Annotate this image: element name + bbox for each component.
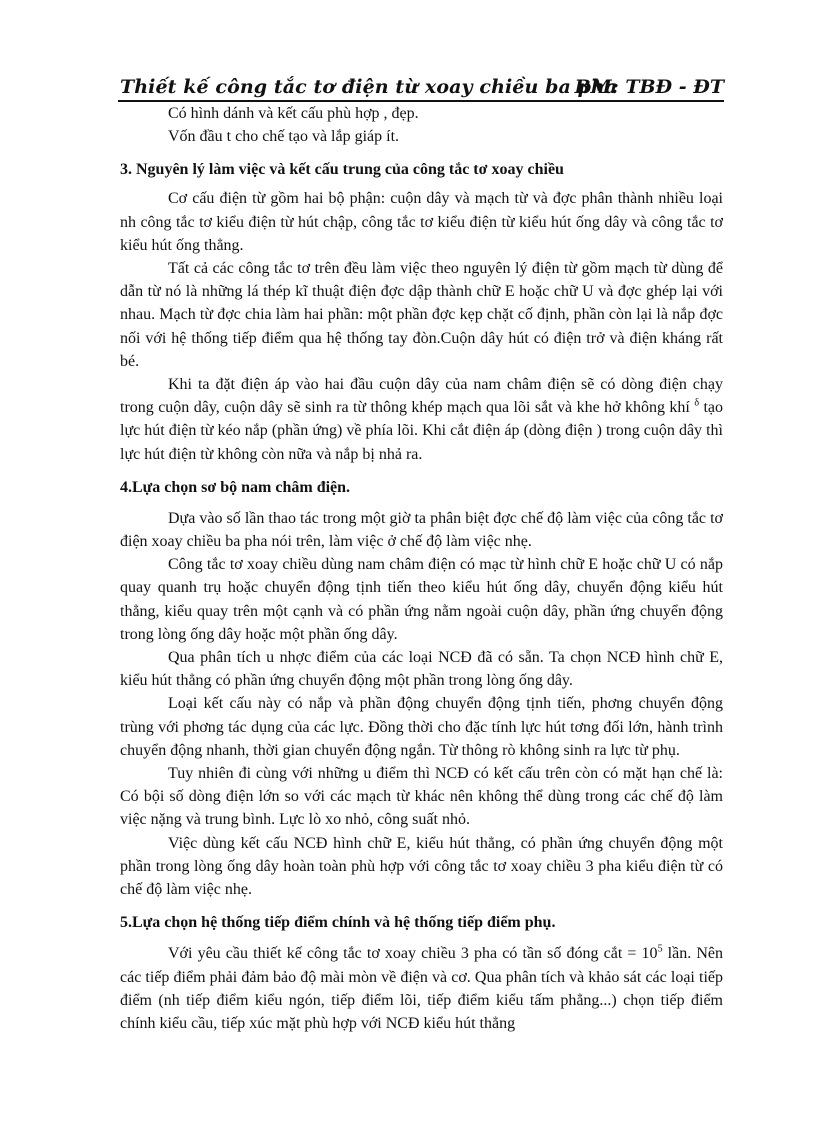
section-4-paragraph: Dựa vào số lần thao tác trong một giờ ta phân biệt đợc chế độ làm việc của công tắc tơ điện xoay chiều ba pha nói trên, làm việc ở chế độ làm việc nhẹ.: [120, 509, 723, 551]
section-4-heading: 4.Lựa chọn sơ bộ nam châm điện.: [120, 478, 351, 496]
text-run: lần. Nên các tiếp điểm phải đảm bảo độ mài mòn về điện và cơ. Qua phân tích và khảo sát các loại tiếp điểm (nh tiếp điểm kiểu ngón, tiếp điểm lõi, tiếp điểm kiểu tấm phẳng...) chọn tiếp điểm chính kiểu cầu, tiếp xúc mặt phù hợp với NCĐ kiểu hút thẳng: [120, 945, 724, 1032]
text-run: Khi ta đặt điện áp vào hai đầu cuộn dây của nam châm điện sẽ có dòng điện chạy trong cuộn dây, cuộn dây sẽ sinh ra từ thông khép mạch qua lõi sắt và khe hở không khí: [120, 376, 723, 417]
header-title: Thiết kế công tắc tơ điện từ xoay chiều ba pha: [120, 76, 618, 98]
intro-line-1: Có hình dánh và kết cấu phù hợp , đẹp.: [168, 105, 419, 122]
section-3-paragraph: Tất cả các công tắc tơ trên đều làm việc theo nguyên lý điện từ gồm mạch từ dùng để dẫn từ nó là những lá thép kĩ thuật điện đợc dập thành chữ E hoặc chữ U và đợc ghép lại với nhau. Mạch từ đợc chia làm hai phần: một phần đợc kẹp chặt cố định, phần còn lại là nắp đợc nối với hệ thống tiếp điểm qua hệ thống tay đòn.Cuộn dây hút có điện trở và điện kháng rất bé.: [120, 260, 723, 370]
superscript: 5: [657, 943, 663, 955]
section-4-paragraph: Qua phân tích u nhợc điểm của các loại NCĐ đã có sẵn. Ta chọn NCĐ hình chữ E, kiểu hút thẳng có phần ứng chuyển động một phần trong lòng ống dây.: [120, 649, 723, 690]
delta-symbol: δ: [694, 397, 700, 409]
section-3-paragraph: Cơ cấu điện từ gồm hai bộ phận: cuộn dây và mạch từ và đợc phân thành nhiều loại nh công tắc tơ kiểu điện từ hút chập, công tắc tơ kiểu điện từ kiểu hút ống dây và công tắc tơ kiểu hút ống thẳng.: [120, 190, 723, 254]
section-5-paragraph: [120, 942, 723, 1035]
header-department: BM: TBĐ - ĐT: [574, 76, 724, 98]
page-header: [118, 76, 724, 102]
section-4-paragraph: Công tắc tơ xoay chiều dùng nam châm điện có mạc từ hình chữ E hoặc chữ U có nắp quay quanh trụ hoặc chuyển động tịnh tiến theo kiểu hút ống dây, chuyển động kiểu hút thẳng, kiểu quay trên một cạnh và có phần ứng nằm ngoài cuộn dây, phần ứng chuyển động trong lòng ống dây hoặc một phần ống dây.: [120, 556, 723, 643]
text-run: Với yêu cầu thiết kế công tắc tơ xoay chiều 3 pha có tần số đóng cắt = 10: [168, 945, 658, 963]
document-body: [120, 102, 723, 1035]
section-3-paragraph: [120, 373, 723, 466]
section-4-paragraph: Tuy nhiên đi cùng với những u điểm thì NCĐ có kết cấu trên còn có mặt hạn chế là: Có bội số dòng điện lớn so với các mạch từ khác nên không thể dùng trong các chế độ làm việc nặng và trung bình. Lực lò xo nhỏ, công suất nhỏ.: [120, 765, 723, 829]
section-5-heading: 5.Lựa chọn hệ thống tiếp điểm chính và hệ thống tiếp điểm phụ.: [120, 914, 556, 932]
section-4-paragraph: Loại kết cấu này có nắp và phần động chuyển động tịnh tiến, phơng chuyển động trùng với phơng tác dụng của các lực. Đồng thời cho đặc tính lực hút tơng đối lớn, hành trình chuyển động nhanh, thời gian chuyển động ngắn. Từ thông rò không sinh ra lực từ phụ.: [120, 695, 723, 759]
section-3-heading: 3. Nguyên lý làm việc và kết cấu trung của công tắc tơ xoay chiều: [120, 161, 564, 179]
intro-line-2: Vốn đầu t cho chế tạo và lắp giáp ít.: [168, 128, 400, 146]
text-run: tạo lực hút điện từ kéo nắp (phần ứng) về phía lõi. Khi cắt điện áp (dòng điện ) trong cuộn dây thì lực hút điện từ không còn nữa và nắp bị nhả ra.: [120, 399, 724, 463]
section-4-paragraph: Việc dùng kết cấu NCĐ hình chữ E, kiểu hút thẳng, có phần ứng chuyển động một phần trong lòng ống dây hoàn toàn phù hợp với công tắc tơ xoay chiều 3 pha kiểu điện từ có chế độ làm việc nhẹ.: [120, 834, 723, 899]
